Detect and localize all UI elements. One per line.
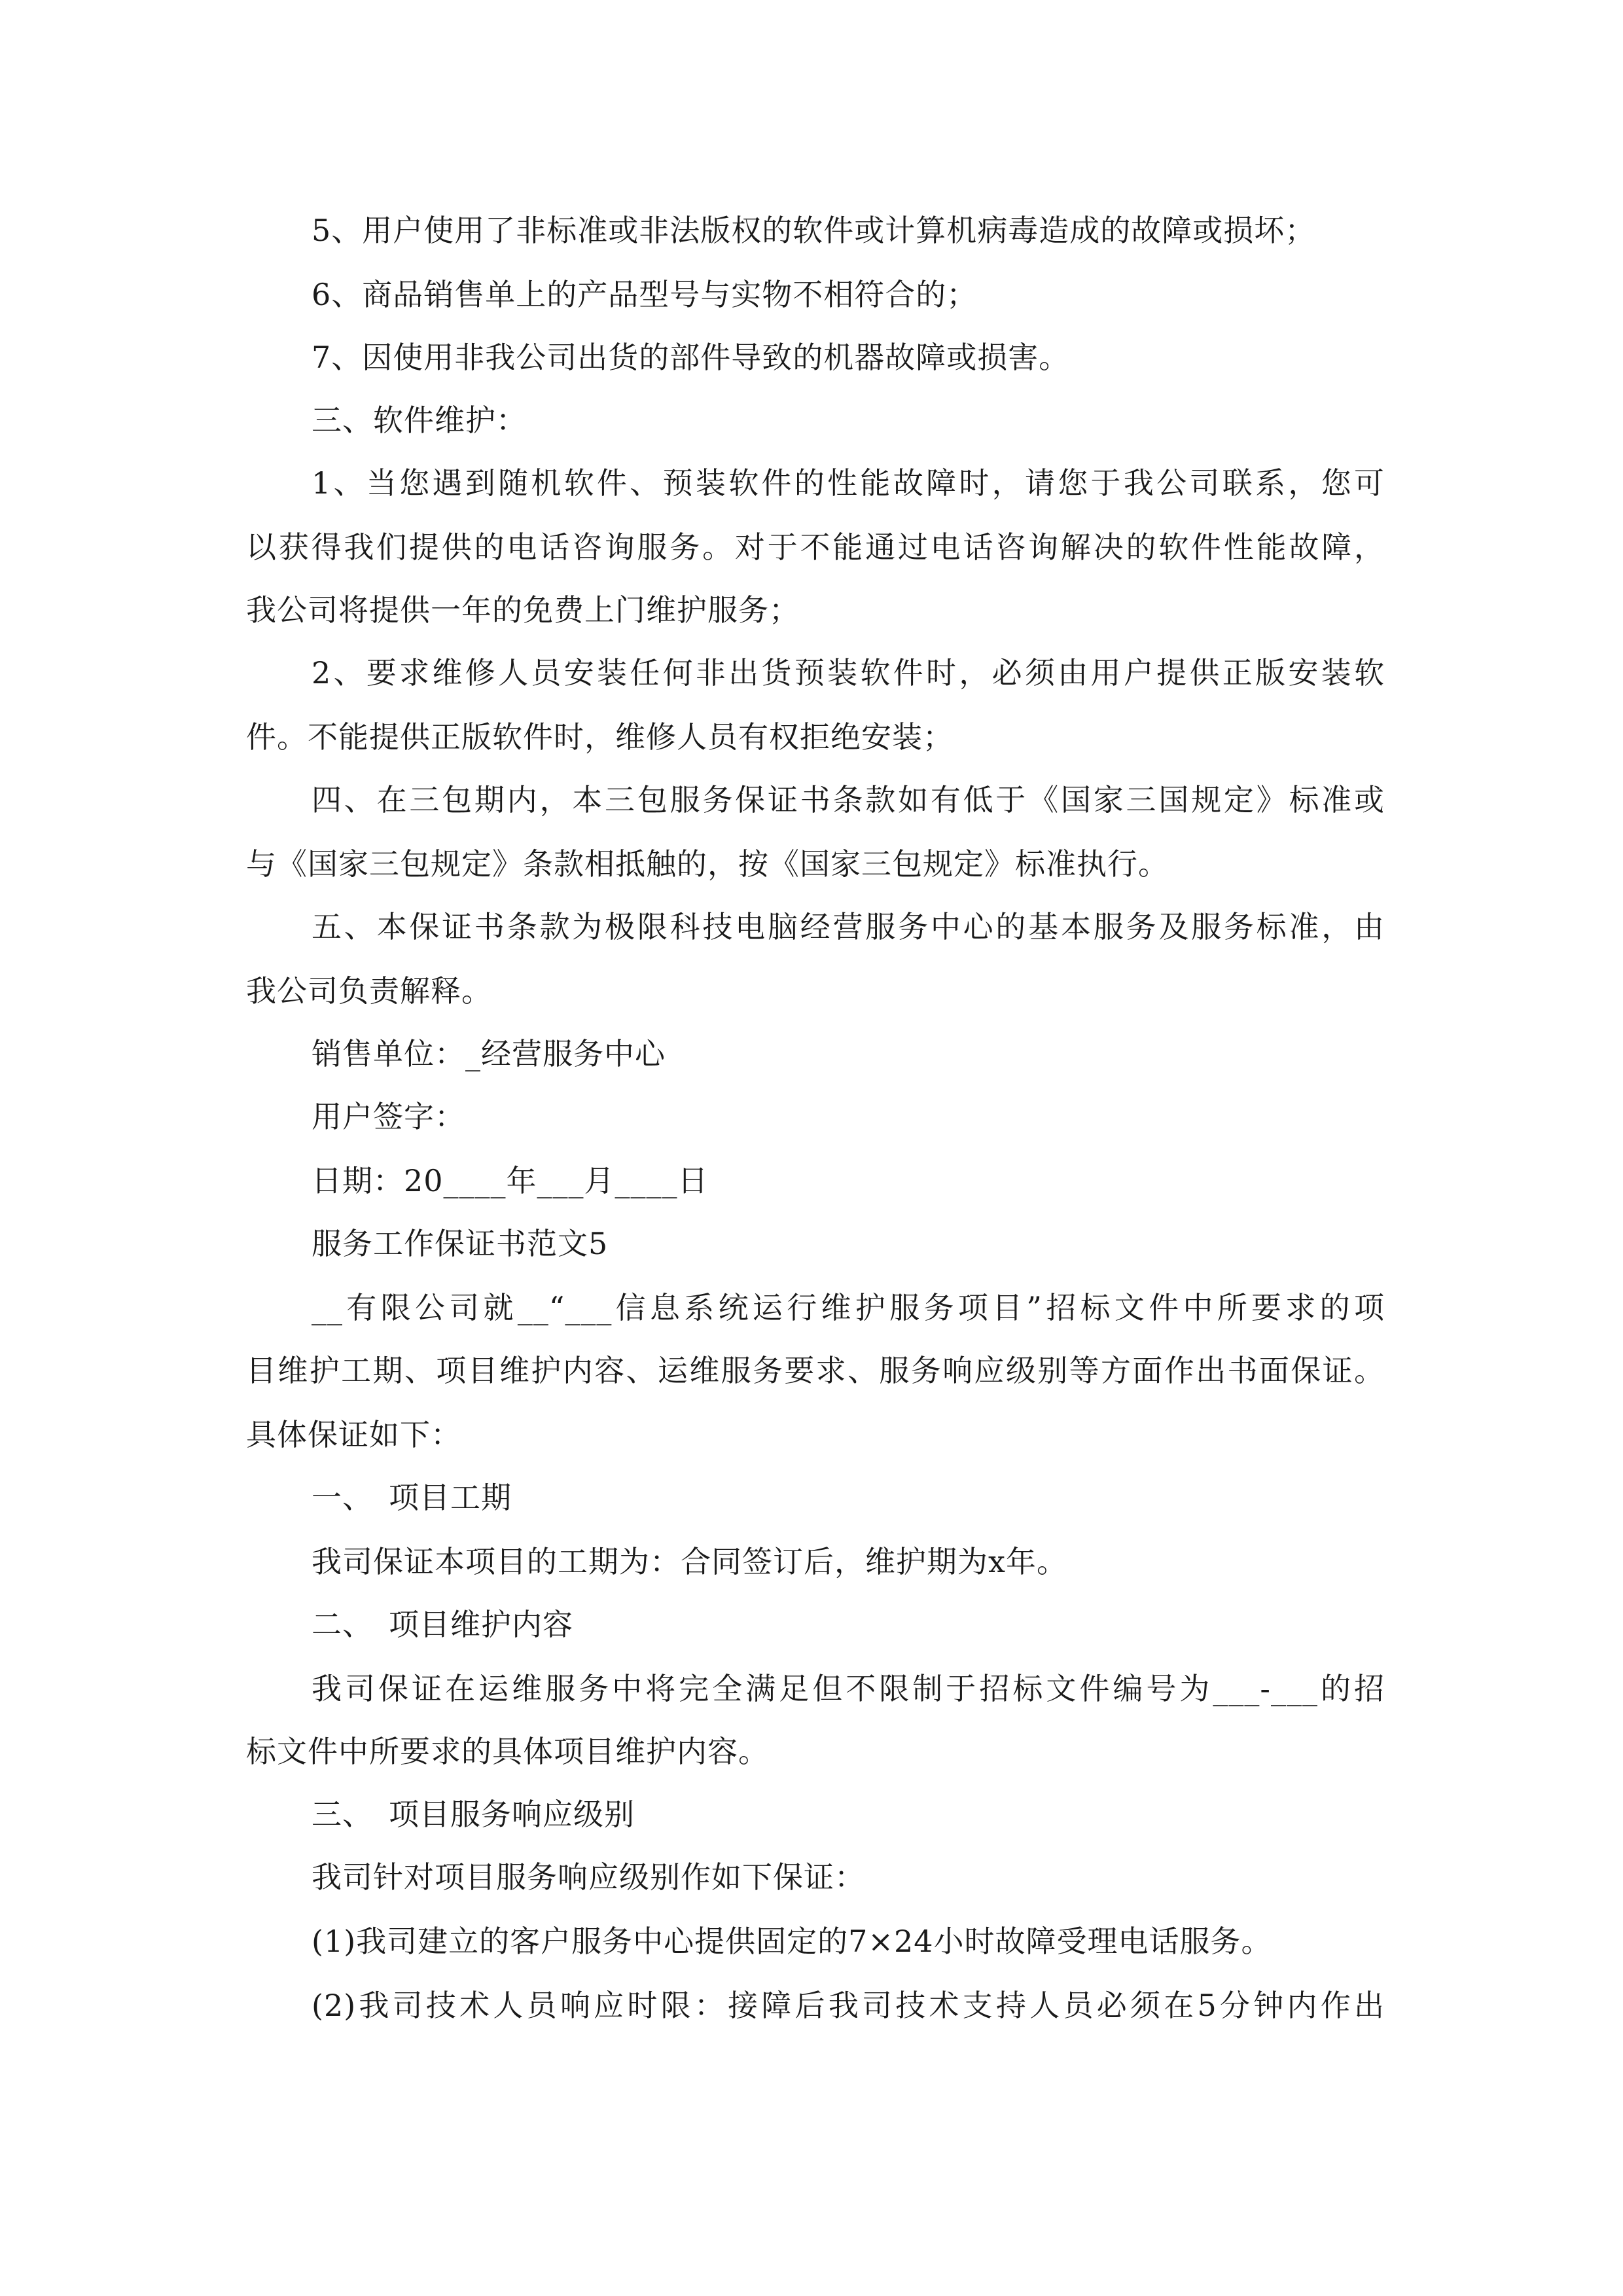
paragraph-line: 标文件中所要求的具体项目维护内容。 (246, 1734, 769, 1769)
paragraph-line: 目维护工期、项目维护内容、运维服务要求、服务响应级别等方面作出书面保证。 (246, 1353, 1385, 1388)
user-signature-line: 用户签字： (312, 1099, 465, 1134)
paragraph-line: 5、用户使用了非标准或非法版权的软件或计算机病毒造成的故障或损坏； (312, 213, 1316, 248)
section-heading: 一、 项目工期 (312, 1480, 512, 1515)
paragraph-line: 四、在三包期内，本三包服务保证书条款如有低于《国家三国规定》标准或 (312, 782, 1385, 817)
paragraph-line: 我公司负责解释。 (246, 973, 492, 1009)
date-line: 日期：20____年___月____日 (312, 1163, 709, 1198)
paragraph-line: 2、要求维修人员安装任何非出货预装软件时，必须由用户提供正版安装软 (312, 655, 1385, 691)
paragraph-line: 以获得我们提供的电话咨询服务。对于不能通过电话咨询解决的软件性能故障， (246, 529, 1385, 565)
section-heading: 三、 项目服务响应级别 (312, 1797, 635, 1832)
list-item: (2)我司技术人员响应时限：接障后我司技术支持人员必须在5分钟内作出 (312, 1988, 1385, 2023)
paragraph-line: 我公司将提供一年的免费上门维护服务； (246, 592, 800, 628)
list-item: (1)我司建立的客户服务中心提供固定的7×24小时故障受理电话服务。 (312, 1924, 1272, 1959)
section-heading: 三、软件维护： (312, 403, 527, 438)
sales-unit-line: 销售单位：_经营服务中心 (312, 1036, 666, 1071)
paragraph-line: 我司保证本项目的工期为：合同签订后，维护期为x年。 (312, 1544, 1067, 1579)
paragraph-line: 五、本保证书条款为极限科技电脑经营服务中心的基本服务及服务标准，由 (312, 909, 1385, 944)
paragraph-line: 与《国家三包规定》条款相抵触的，按《国家三包规定》标准执行。 (246, 846, 1169, 882)
paragraph-line: 1、当您遇到随机软件、预装软件的性能故障时，请您于我公司联系，您可 (312, 465, 1385, 501)
paragraph-line: __有限公司就__“___信息系统运行维护服务项目”招标文件中所要求的项 (312, 1290, 1385, 1325)
paragraph-line: 7、因使用非我公司出货的部件导致的机器故障或损害。 (312, 340, 1070, 375)
paragraph-line: 我司保证在运维服务中将完全满足但不限制于招标文件编号为___-___的招 (312, 1671, 1385, 1706)
section-heading: 二、 项目维护内容 (312, 1607, 573, 1642)
document-title: 服务工作保证书范文5 (312, 1226, 609, 1261)
paragraph-line: 我司针对项目服务响应级别作如下保证： (312, 1859, 865, 1895)
paragraph-line: 具体保证如下： (246, 1417, 461, 1452)
paragraph-line: 件。不能提供正版软件时，维修人员有权拒绝安装； (246, 719, 954, 755)
paragraph-line: 6、商品销售单上的产品型号与实物不相符合的； (312, 277, 978, 312)
